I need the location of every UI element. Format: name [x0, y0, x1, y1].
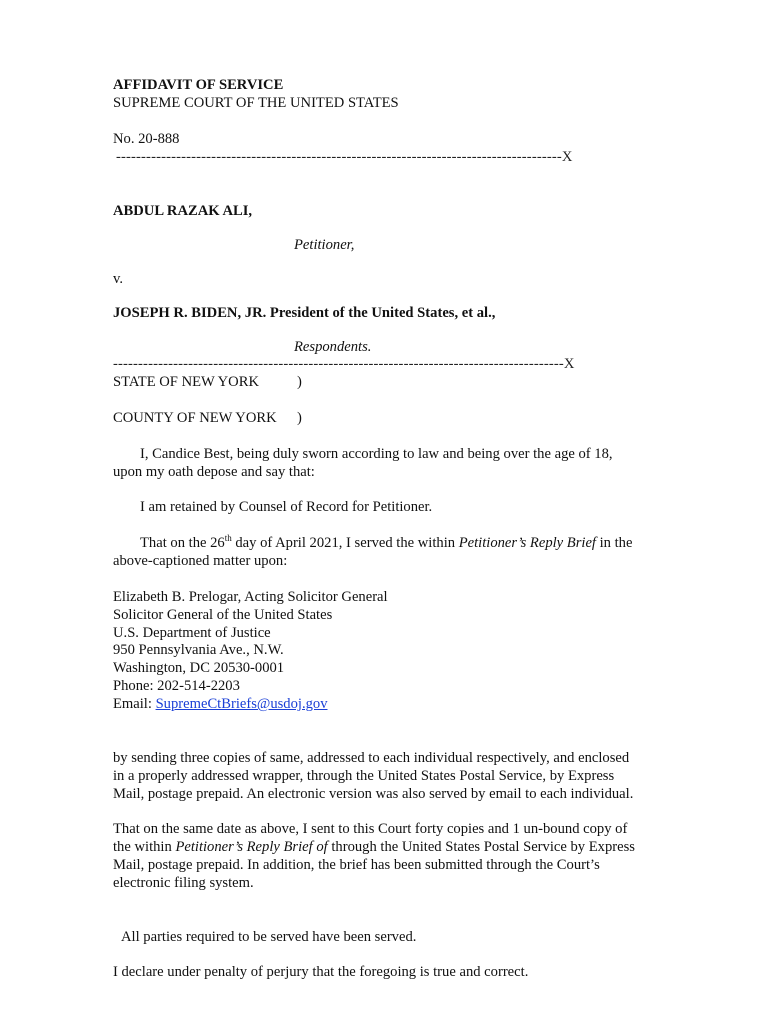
recipient-city: Washington, DC 20530-0001 [113, 660, 285, 676]
recipient-email-line [113, 695, 328, 713]
service-statement-line-1 [140, 534, 632, 552]
respondent-name: JOSEPH R. BIDEN, JR. President of the United States, et al., [113, 305, 496, 321]
court-name: SUPREME COURT OF THE UNITED STATES [113, 95, 399, 111]
venue-county: COUNTY OF NEW YORK [113, 410, 277, 426]
docket-number: No. 20-888 [113, 131, 180, 147]
petitioner-role: Petitioner, [294, 237, 355, 253]
court-copies-line-2 [113, 838, 635, 856]
service-statement-line-2: above-captioned matter upon: [113, 553, 288, 569]
email-label: Email: [113, 696, 156, 712]
recipient-street: 950 Pennsylvania Ave., N.W. [113, 642, 284, 658]
perjury-declaration: I declare under penalty of perjury that the foregoing is true and correct. [113, 964, 529, 980]
court-copies-line-1: That on the same date as above, I sent to this Court forty copies and 1 un-bound copy of [113, 821, 628, 837]
court-copies-line-4: electronic filing system. [113, 875, 254, 891]
service-post-text: in the [595, 535, 633, 551]
served-document-title: Petitioner’s Reply Brief [458, 535, 596, 551]
court-copies-post: through the United States Postal Service by Express [327, 839, 635, 855]
oath-line-2: upon my oath depose and say that: [113, 464, 315, 480]
court-copies-line-3: Mail, postage prepaid. In addition, the brief has been submitted through the Court’s [113, 857, 600, 873]
caption-divider-bottom: ------------------------------------------------------------------------------------------X [113, 356, 575, 372]
service-date-text: That on the 26 [140, 535, 225, 551]
versus: v. [113, 271, 123, 287]
court-copies-pre: the within [113, 839, 176, 855]
recipient-title: Solicitor General of the United States [113, 607, 333, 623]
respondent-role: Respondents. [294, 339, 372, 355]
venue-county-paren: ) [297, 410, 302, 426]
recipient-name: Elizabeth B. Prelogar, Acting Solicitor General [113, 589, 388, 605]
service-mid-text: day of April 2021, I served the within [231, 535, 459, 551]
caption-divider-top: -----------------------------------------------------------------------------------------X [116, 149, 573, 165]
document-title: AFFIDAVIT OF SERVICE [113, 77, 284, 93]
method-line-3: Mail, postage prepaid. An electronic version was also served by email to each individual. [113, 786, 634, 802]
all-served-statement: All parties required to be served have been served. [121, 929, 417, 945]
petitioner-name: ABDUL RAZAK ALI, [113, 203, 253, 219]
ordinal-suffix: th [224, 533, 232, 543]
court-copies-document-title: Petitioner’s Reply Brief of [175, 839, 328, 855]
oath-line-1: I, Candice Best, being duly sworn according to law and being over the age of 18, [140, 446, 613, 462]
recipient-email-link[interactable]: SupremeCtBriefs@usdoj.gov [155, 696, 328, 712]
method-line-1: by sending three copies of same, addressed to each individual respectively, and enclosed [113, 750, 630, 766]
venue-state: STATE OF NEW YORK [113, 374, 259, 390]
retained-statement: I am retained by Counsel of Record for Petitioner. [140, 499, 433, 515]
venue-state-paren: ) [297, 374, 302, 390]
recipient-department: U.S. Department of Justice [113, 625, 271, 641]
method-line-2: in a properly addressed wrapper, through the United States Postal Service, by Express [113, 768, 615, 784]
recipient-phone: Phone: 202-514-2203 [113, 678, 240, 694]
